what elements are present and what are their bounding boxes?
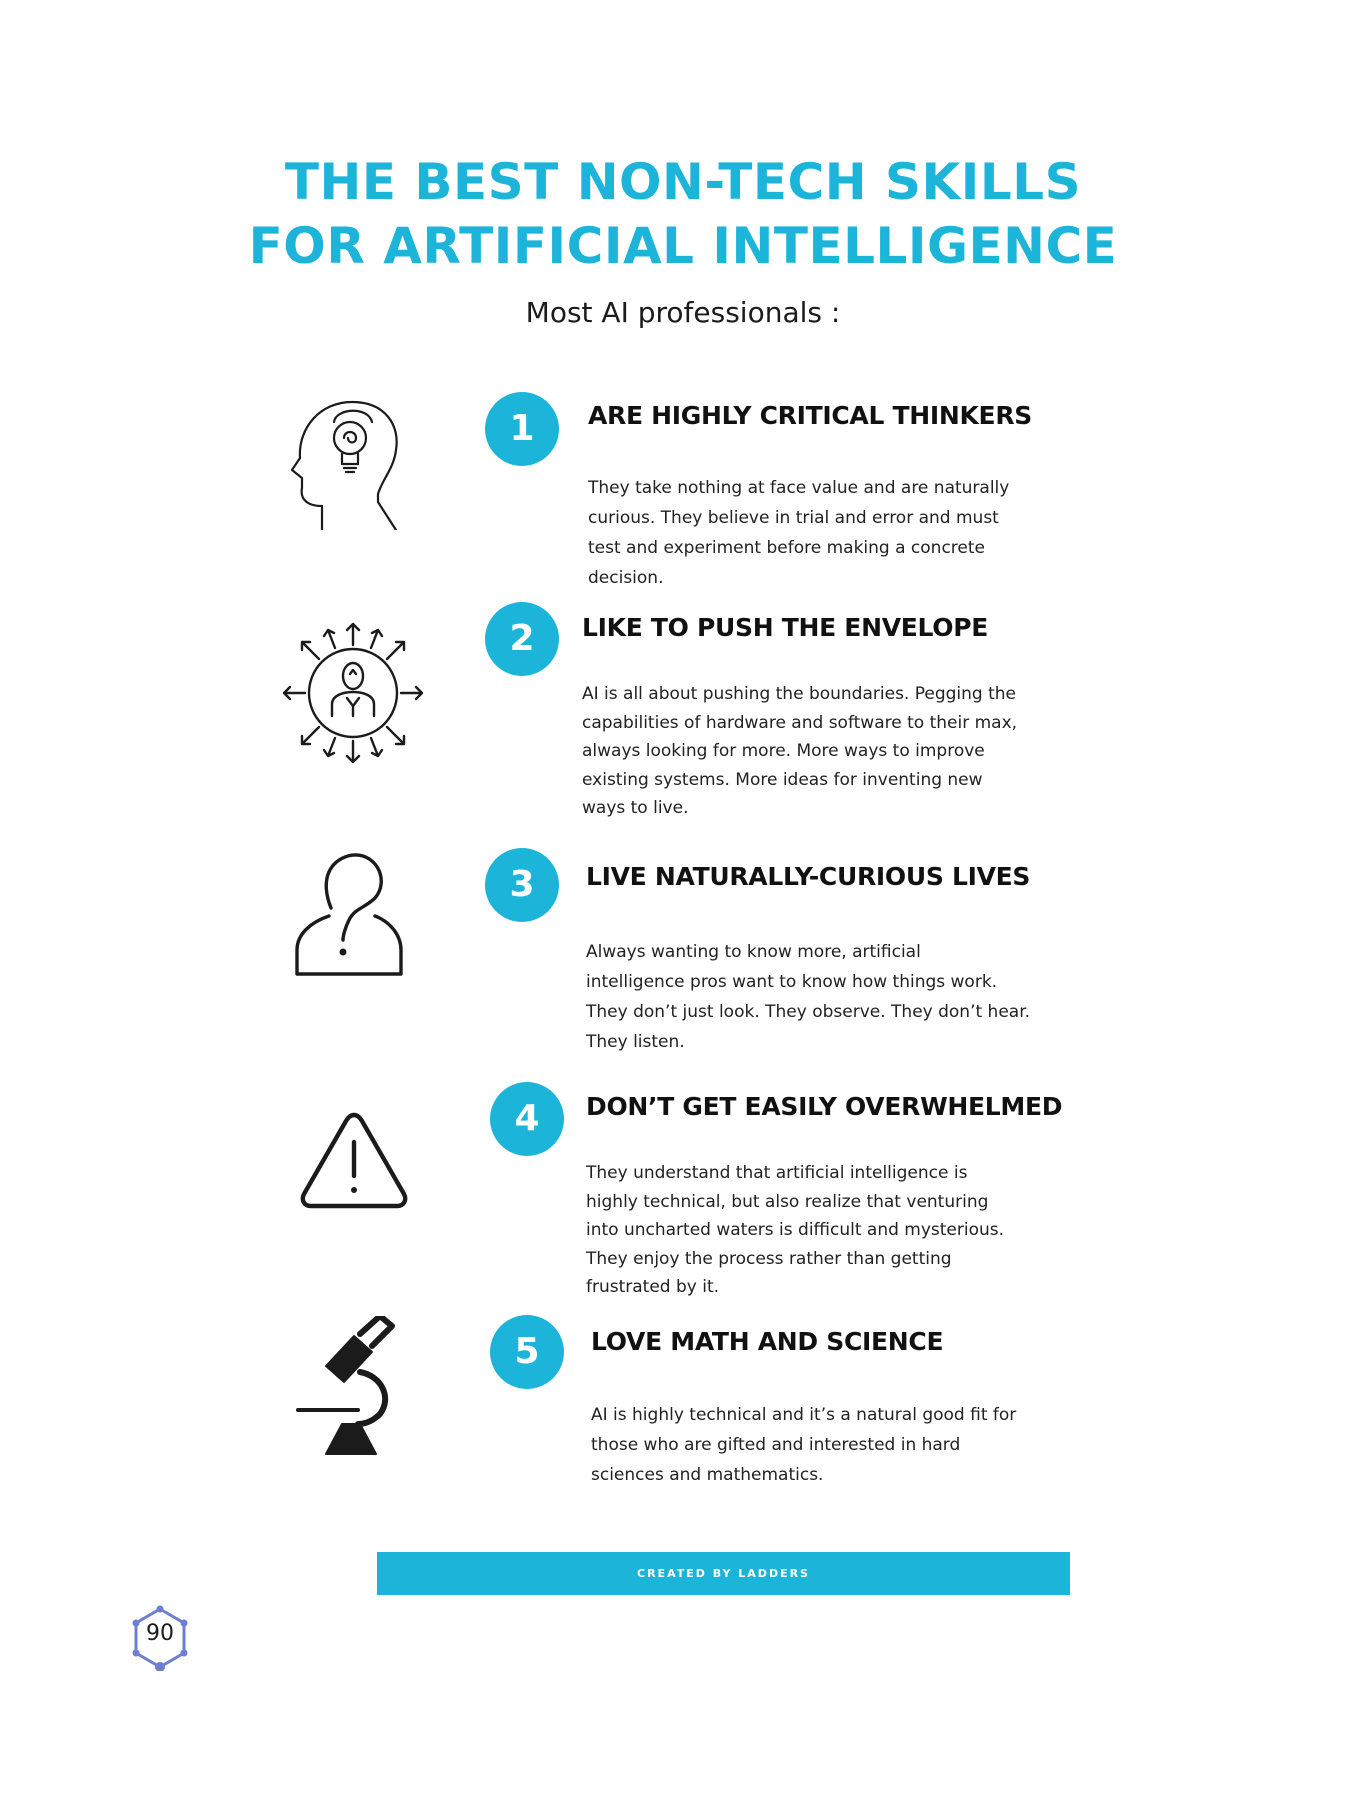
item-3-description bbox=[586, 937, 1046, 1057]
item-5-line-2: those who are gifted and interested in hard bbox=[591, 1435, 961, 1455]
item-2-description bbox=[582, 680, 1042, 823]
item-1-description bbox=[588, 473, 1048, 593]
item-4-line-4: They enjoy the process rather than getting bbox=[586, 1248, 952, 1269]
item-1-line-1: They take nothing at face value and are naturally bbox=[588, 478, 1010, 498]
item-2-number-badge: 2 bbox=[485, 602, 559, 676]
item-4-line-2: highly technical, but also realize that venturing bbox=[586, 1191, 989, 1212]
item-3-line-3: They don’t just look. They observe. They don’t hear. bbox=[586, 1002, 1031, 1022]
subtitle: Most AI professionals : bbox=[525, 296, 841, 329]
item-4-line-3: into uncharted waters is difficult and mysterious. bbox=[586, 1220, 1005, 1240]
item-2-line-3: always looking for more. More ways to improve bbox=[582, 741, 985, 761]
item-2-line-5: ways to live. bbox=[582, 798, 689, 818]
item-4-title: DON’T GET EASILY OVERWHELMED bbox=[586, 1092, 1063, 1121]
item-3-number-badge: 3 bbox=[485, 848, 559, 922]
item-4-number-badge: 4 bbox=[490, 1082, 564, 1156]
item-4-line-5: frustrated by it. bbox=[586, 1277, 720, 1297]
question-person-icon bbox=[293, 850, 405, 978]
item-4-line-1: They understand that artificial intelligence is bbox=[586, 1163, 968, 1183]
page-title bbox=[0, 150, 1366, 278]
microscope-icon bbox=[296, 1316, 406, 1456]
item-2-line-4: existing systems. More ideas for inventing new bbox=[582, 769, 983, 790]
item-3-line-4: They listen. bbox=[586, 1032, 685, 1052]
item-2-line-1: AI is all about pushing the boundaries. Pegging the bbox=[582, 684, 1017, 704]
item-5-line-1: AI is highly technical and it’s a natural good fit for bbox=[591, 1405, 1017, 1425]
item-1-title: ARE HIGHLY CRITICAL THINKERS bbox=[588, 401, 1032, 430]
page-number: 90 bbox=[146, 1621, 174, 1646]
item-3-line-2: intelligence pros want to know how things work. bbox=[586, 972, 998, 992]
footer-credit: CREATED BY LADDERS bbox=[637, 1567, 810, 1580]
item-2-line-2: capabilities of hardware and software to their max, bbox=[582, 712, 1018, 733]
title-line-2: FOR ARTIFICIAL INTELLIGENCE bbox=[248, 217, 1118, 275]
warning-icon bbox=[298, 1110, 410, 1210]
person-arrows-icon bbox=[280, 620, 426, 766]
item-4-description bbox=[586, 1159, 1046, 1302]
item-5-number-badge: 5 bbox=[490, 1315, 564, 1389]
item-1-number-badge: 1 bbox=[485, 392, 559, 466]
item-1-line-4: decision. bbox=[588, 568, 664, 588]
item-3title: LIVE NATURALLY-CURIOUS LIVES bbox=[586, 862, 1031, 891]
item-5-title: LOVE MATH AND SCIENCE bbox=[591, 1327, 944, 1356]
item-5-description bbox=[591, 1400, 1051, 1490]
item-1-line-2: curious. They believe in trial and error and must bbox=[588, 508, 999, 528]
item-3-line-1: Always wanting to know more, artificial bbox=[586, 942, 921, 962]
head-lightbulb-icon bbox=[286, 398, 406, 530]
item-1-line-3: test and experiment before making a concrete bbox=[588, 538, 986, 558]
title-line-1: THE BEST NON-TECH SKILLS bbox=[284, 153, 1082, 211]
footer-bar bbox=[377, 1552, 1070, 1595]
item-2-title: LIKE TO PUSH THE ENVELOPE bbox=[582, 613, 989, 642]
item-5-line-3: sciences and mathematics. bbox=[591, 1465, 824, 1485]
